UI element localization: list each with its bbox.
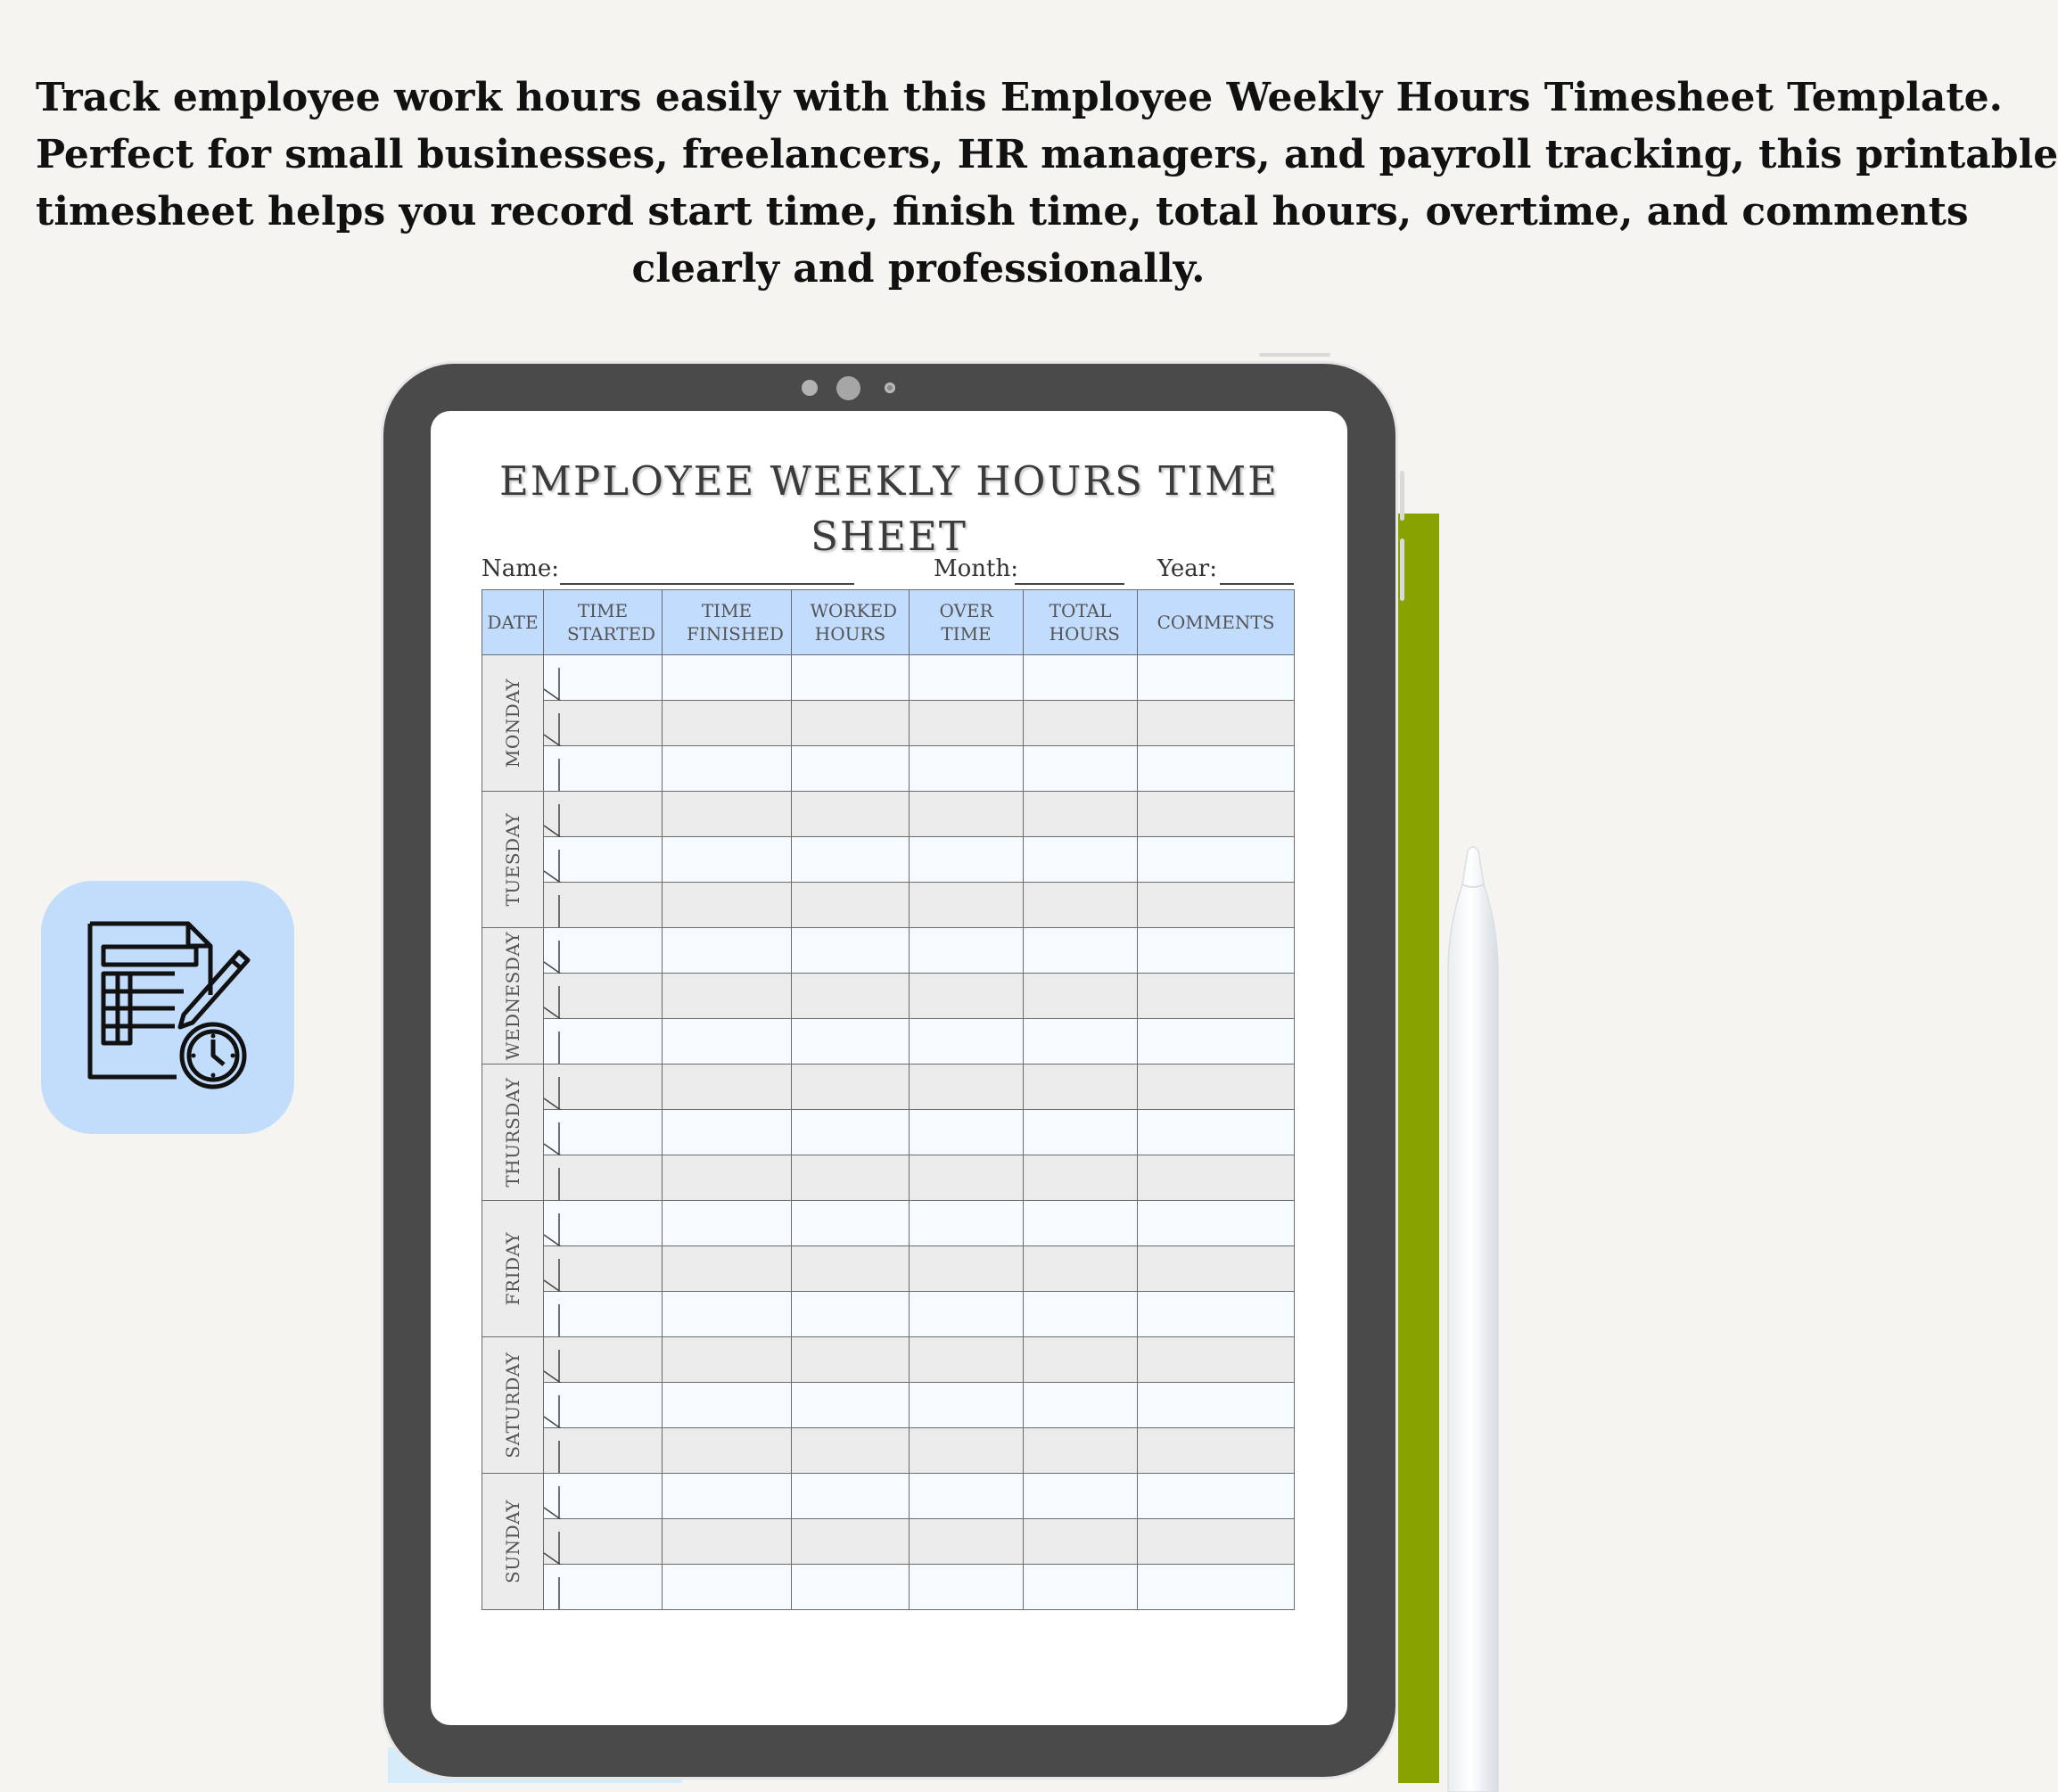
day-label-sunday (482, 1474, 544, 1610)
cell-time-finished[interactable] (663, 1201, 792, 1246)
name-label: Name: (482, 555, 560, 582)
cell-total-hours[interactable] (1024, 1337, 1138, 1383)
cell-time-started[interactable] (544, 701, 663, 746)
table-row (482, 701, 1295, 746)
date-slash-marks (544, 883, 564, 929)
cell-over-time[interactable] (910, 1337, 1024, 1383)
cell-over-time[interactable] (910, 701, 1024, 746)
cell-time-started[interactable] (544, 883, 663, 928)
date-slash-marks (544, 1428, 564, 1475)
cell-time-started[interactable] (544, 1155, 663, 1201)
camera-lens (836, 376, 860, 400)
cell-total-hours[interactable] (1024, 1110, 1138, 1155)
cell-comments[interactable] (1138, 701, 1295, 746)
cell-time-started[interactable] (544, 746, 663, 792)
year-label: Year: (1157, 555, 1217, 582)
cell-worked-hours[interactable] (792, 1474, 910, 1519)
date-slash-marks (544, 701, 564, 747)
table-row (482, 1565, 1295, 1610)
day-label-saturday (482, 1337, 544, 1474)
timesheet-clock-icon (41, 881, 294, 1134)
cell-time-finished[interactable] (663, 1337, 792, 1383)
table-row (482, 974, 1295, 1019)
cell-total-hours[interactable] (1024, 1383, 1138, 1428)
cell-worked-hours[interactable] (792, 1383, 910, 1428)
cell-time-finished[interactable] (663, 1065, 792, 1110)
cell-total-hours[interactable] (1024, 1065, 1138, 1110)
cell-time-finished[interactable] (663, 1474, 792, 1519)
cell-over-time[interactable] (910, 928, 1024, 974)
cell-worked-hours[interactable] (792, 928, 910, 974)
camera-dot-right (885, 382, 895, 393)
title-line-2: SHEET (811, 513, 967, 560)
date-slash-marks (544, 1246, 564, 1293)
cell-worked-hours[interactable] (792, 655, 910, 701)
date-slash-marks (544, 792, 564, 838)
cell-comments[interactable] (1138, 1019, 1295, 1065)
year-field[interactable] (1220, 583, 1294, 585)
cell-total-hours[interactable] (1024, 1246, 1138, 1292)
column-header-time-started: TIME STARTED (544, 590, 663, 655)
cell-comments[interactable] (1138, 792, 1295, 837)
table-row (482, 1065, 1295, 1110)
cell-comments[interactable] (1138, 1383, 1295, 1428)
day-label-tuesday (482, 792, 544, 928)
cell-time-started[interactable] (544, 1428, 663, 1474)
cell-total-hours[interactable] (1024, 837, 1138, 883)
table-row (482, 1246, 1295, 1292)
headline-line-3: timesheet helps you record start time, finish time, total hours, overtime, and comments (36, 189, 1969, 234)
table-row (482, 1019, 1295, 1065)
cell-time-started[interactable] (544, 1519, 663, 1565)
cell-comments[interactable] (1138, 746, 1295, 792)
cell-time-finished[interactable] (663, 792, 792, 837)
cell-time-started[interactable] (544, 837, 663, 883)
date-slash-marks (544, 1337, 564, 1384)
cell-total-hours[interactable] (1024, 701, 1138, 746)
table-row (482, 1474, 1295, 1519)
cell-over-time[interactable] (910, 883, 1024, 928)
date-slash-marks (544, 1110, 564, 1156)
cell-total-hours[interactable] (1024, 928, 1138, 974)
table-row (482, 746, 1295, 792)
document-clock-icon (41, 881, 294, 1134)
table-row (482, 655, 1295, 701)
date-slash-marks (544, 1292, 564, 1338)
cell-total-hours[interactable] (1024, 1519, 1138, 1565)
cell-time-started[interactable] (544, 1065, 663, 1110)
date-slash-marks (544, 655, 564, 702)
cell-worked-hours[interactable] (792, 1337, 910, 1383)
cell-over-time[interactable] (910, 792, 1024, 837)
day-name: MONDAY (502, 678, 523, 769)
cell-worked-hours[interactable] (792, 1065, 910, 1110)
cell-comments[interactable] (1138, 1155, 1295, 1201)
title-line-1: EMPLOYEE WEEKLY HOURS TIME (498, 457, 1280, 505)
date-slash-marks (544, 1065, 564, 1111)
column-header-time-finished: TIME FINISHED (663, 590, 792, 655)
date-slash-marks (544, 1565, 564, 1611)
cell-time-started[interactable] (544, 1201, 663, 1246)
cell-time-started[interactable] (544, 1292, 663, 1337)
table-row (482, 1110, 1295, 1155)
green-accent-bar (1398, 514, 1439, 1783)
column-header-worked-hours: WORKED HOURS (792, 590, 910, 655)
cell-worked-hours[interactable] (792, 701, 910, 746)
cell-time-finished[interactable] (663, 701, 792, 746)
cell-time-finished[interactable] (663, 1246, 792, 1292)
cell-total-hours[interactable] (1024, 1474, 1138, 1519)
month-label: Month: (934, 555, 1018, 582)
day-name: WEDNESDAY (502, 931, 523, 1061)
column-header-comments: COMMENTS (1138, 590, 1295, 655)
cell-total-hours[interactable] (1024, 792, 1138, 837)
day-name: TUESDAY (502, 812, 523, 907)
day-name: FRIDAY (502, 1231, 523, 1306)
tablet-screen (431, 411, 1347, 1725)
headline-line-2: Perfect for small businesses, freelancers, HR managers, and payroll tracking, this printable (36, 132, 2058, 177)
day-label-wednesday (482, 928, 544, 1065)
cell-comments[interactable] (1138, 883, 1295, 928)
cell-time-finished[interactable] (663, 746, 792, 792)
cell-time-finished[interactable] (663, 1565, 792, 1610)
month-field[interactable] (1015, 583, 1124, 585)
cell-total-hours[interactable] (1024, 1019, 1138, 1065)
cell-time-started[interactable] (544, 1565, 663, 1610)
cell-time-started[interactable] (544, 655, 663, 701)
day-label-friday (482, 1201, 544, 1337)
cell-worked-hours[interactable] (792, 1110, 910, 1155)
date-slash-marks (544, 1019, 564, 1065)
cell-comments[interactable] (1138, 1519, 1295, 1565)
cell-over-time[interactable] (910, 1019, 1024, 1065)
cell-time-started[interactable] (544, 792, 663, 837)
cell-worked-hours[interactable] (792, 1428, 910, 1474)
headline (36, 70, 2058, 298)
cell-over-time[interactable] (910, 837, 1024, 883)
cell-worked-hours[interactable] (792, 1565, 910, 1610)
cell-over-time[interactable] (910, 1110, 1024, 1155)
cell-time-started[interactable] (544, 1337, 663, 1383)
cell-worked-hours[interactable] (792, 1155, 910, 1201)
cell-time-started[interactable] (544, 1474, 663, 1519)
date-slash-marks (544, 1474, 564, 1520)
cell-over-time[interactable] (910, 655, 1024, 701)
cell-time-started[interactable] (544, 974, 663, 1019)
cell-over-time[interactable] (910, 1474, 1024, 1519)
cell-total-hours[interactable] (1024, 1201, 1138, 1246)
timesheet-table (482, 589, 1295, 1610)
date-slash-marks (544, 837, 564, 884)
cell-total-hours[interactable] (1024, 1155, 1138, 1201)
cell-time-finished[interactable] (663, 655, 792, 701)
cell-worked-hours[interactable] (792, 792, 910, 837)
cell-total-hours[interactable] (1024, 1428, 1138, 1474)
cell-comments[interactable] (1138, 1337, 1295, 1383)
table-row (482, 1155, 1295, 1201)
cell-comments[interactable] (1138, 1292, 1295, 1337)
cell-worked-hours[interactable] (792, 883, 910, 928)
cell-comments[interactable] (1138, 655, 1295, 701)
cell-total-hours[interactable] (1024, 974, 1138, 1019)
cell-time-started[interactable] (544, 1019, 663, 1065)
cell-over-time[interactable] (910, 1065, 1024, 1110)
date-slash-marks (544, 1519, 564, 1566)
column-header-date: DATE (482, 590, 544, 655)
tablet-top-button (1259, 353, 1330, 357)
cell-time-finished[interactable] (663, 1519, 792, 1565)
table-row (482, 1201, 1295, 1246)
cell-worked-hours[interactable] (792, 837, 910, 883)
cell-over-time[interactable] (910, 746, 1024, 792)
cell-comments[interactable] (1138, 1110, 1295, 1155)
cell-worked-hours[interactable] (792, 1519, 910, 1565)
cell-time-finished[interactable] (663, 1383, 792, 1428)
date-slash-marks (544, 974, 564, 1020)
tablet-device (383, 364, 1395, 1777)
table-row (482, 1383, 1295, 1428)
cell-time-started[interactable] (544, 1246, 663, 1292)
day-label-thursday (482, 1065, 544, 1201)
cell-time-finished[interactable] (663, 1428, 792, 1474)
cell-comments[interactable] (1138, 1428, 1295, 1474)
cell-total-hours[interactable] (1024, 1292, 1138, 1337)
cell-worked-hours[interactable] (792, 974, 910, 1019)
stylus-pencil (1446, 847, 1500, 1792)
table-row (482, 1337, 1295, 1383)
cell-over-time[interactable] (910, 1428, 1024, 1474)
column-header-total-hours: TOTAL HOURS (1024, 590, 1138, 655)
cell-time-started[interactable] (544, 928, 663, 974)
camera-dot-left (802, 380, 818, 396)
cell-over-time[interactable] (910, 1201, 1024, 1246)
headline-line-1: Track employee work hours easily with this Employee Weekly Hours Timesheet Template. (36, 75, 2003, 120)
day-name: SUNDAY (502, 1500, 523, 1583)
date-slash-marks (544, 928, 564, 974)
cell-comments[interactable] (1138, 1065, 1295, 1110)
cell-total-hours[interactable] (1024, 746, 1138, 792)
cell-comments[interactable] (1138, 1246, 1295, 1292)
cell-time-finished[interactable] (663, 928, 792, 974)
cell-time-finished[interactable] (663, 1110, 792, 1155)
cell-over-time[interactable] (910, 1292, 1024, 1337)
cell-comments[interactable] (1138, 1201, 1295, 1246)
table-header-row (482, 590, 1295, 655)
cell-comments[interactable] (1138, 974, 1295, 1019)
date-slash-marks (544, 1383, 564, 1429)
table-row (482, 1292, 1295, 1337)
cell-worked-hours[interactable] (792, 1246, 910, 1292)
date-slash-marks (544, 1201, 564, 1247)
cell-over-time[interactable] (910, 1565, 1024, 1610)
cell-time-finished[interactable] (663, 837, 792, 883)
day-label-monday (482, 655, 544, 792)
cell-over-time[interactable] (910, 1246, 1024, 1292)
cell-time-finished[interactable] (663, 1019, 792, 1065)
cell-over-time[interactable] (910, 1155, 1024, 1201)
tablet-volume-up-button (1400, 471, 1404, 521)
column-header-over-time: OVER TIME (910, 590, 1024, 655)
cell-total-hours[interactable] (1024, 1565, 1138, 1610)
cell-over-time[interactable] (910, 974, 1024, 1019)
cell-time-started[interactable] (544, 1383, 663, 1428)
cell-time-finished[interactable] (663, 974, 792, 1019)
day-name: THURSDAY (502, 1077, 523, 1188)
name-field[interactable] (560, 583, 854, 585)
cell-over-time[interactable] (910, 1383, 1024, 1428)
date-slash-marks (544, 746, 564, 793)
cell-worked-hours[interactable] (792, 1019, 910, 1065)
table-row (482, 928, 1295, 974)
table-row (482, 792, 1295, 837)
table-row (482, 1428, 1295, 1474)
page-title (431, 454, 1347, 564)
cell-total-hours[interactable] (1024, 883, 1138, 928)
cell-worked-hours[interactable] (792, 1292, 910, 1337)
day-name: SATURDAY (502, 1352, 523, 1459)
headline-line-4: clearly and professionally. (631, 246, 1206, 292)
cell-total-hours[interactable] (1024, 655, 1138, 701)
cell-time-started[interactable] (544, 1110, 663, 1155)
tablet-volume-down-button (1400, 538, 1404, 601)
cell-over-time[interactable] (910, 1519, 1024, 1565)
cell-worked-hours[interactable] (792, 1201, 910, 1246)
cell-comments[interactable] (1138, 1565, 1295, 1610)
table-row (482, 1519, 1295, 1565)
cell-comments[interactable] (1138, 1474, 1295, 1519)
date-slash-marks (544, 1155, 564, 1202)
table-row (482, 883, 1295, 928)
cell-comments[interactable] (1138, 928, 1295, 974)
cell-time-finished[interactable] (663, 1292, 792, 1337)
cell-worked-hours[interactable] (792, 746, 910, 792)
cell-time-finished[interactable] (663, 883, 792, 928)
cell-time-finished[interactable] (663, 1155, 792, 1201)
table-row (482, 837, 1295, 883)
cell-comments[interactable] (1138, 837, 1295, 883)
